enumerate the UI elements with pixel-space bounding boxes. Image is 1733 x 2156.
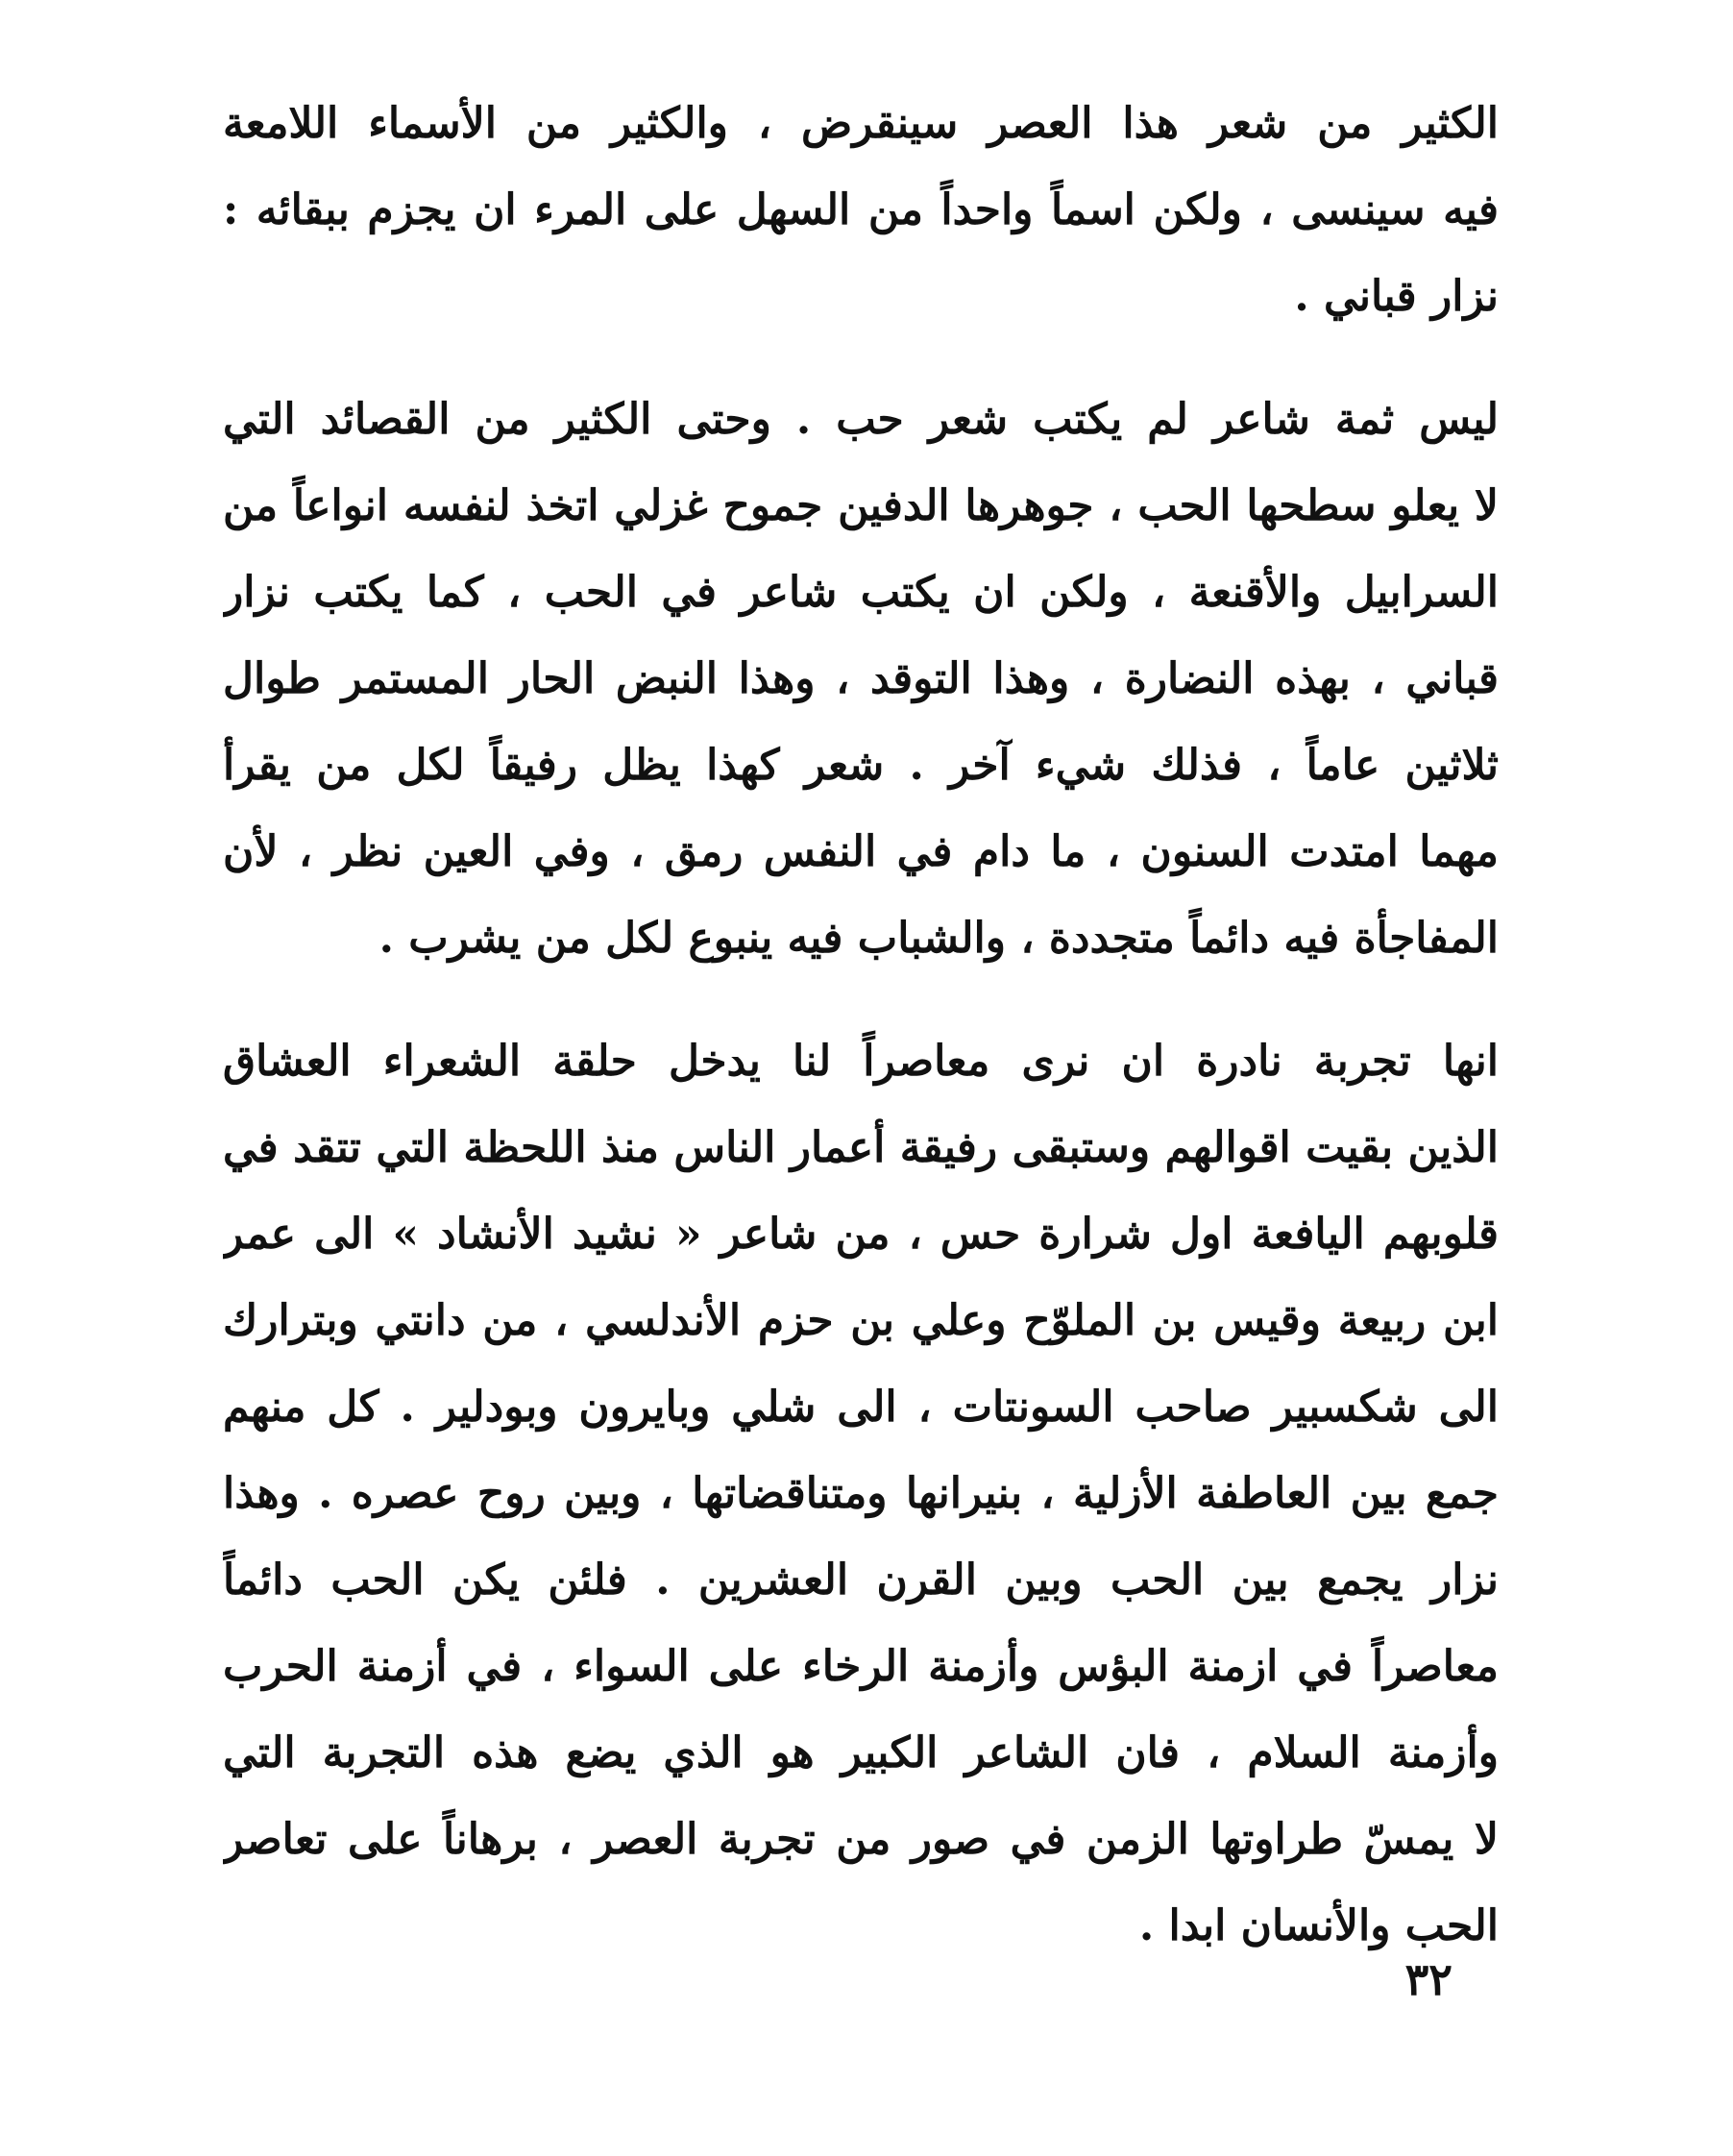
paragraph-1: [223, 81, 1499, 340]
text-line: وأزمنة السلام ، فان الشاعر الكبير هو الذي يضع هذه التجربة التي: [223, 1728, 1499, 1777]
text-line: الحب والأنسان ابدا .: [1138, 1901, 1499, 1950]
text-line: انها تجربة نادرة ان نرى معاصراً لنا يدخل حلقة الشعراء العشاق: [223, 1037, 1499, 1086]
paragraph-2: [223, 377, 1499, 982]
text-line: لا يعلو سطحها الحب ، جوهرها الدفين جموح غزلي اتخذ لنفسه انواعاً من: [223, 481, 1499, 530]
text-line: مهما امتدت السنون ، ما دام في النفس رمق ، وفي العين نظر ، لأن: [223, 827, 1499, 876]
text-line: الى شكسبير صاحب السونتات ، الى شلي وبايرون وبودلير . كل منهم: [223, 1383, 1499, 1432]
text-line: المفاجأة فيه دائماً متجددة ، والشباب فيه ينبوع لكل من يشرب .: [378, 914, 1499, 963]
text-line: ليس ثمة شاعر لم يكتب شعر حب . وحتى الكثير من القصائد التي: [223, 395, 1499, 444]
text-line: قباني ، بهذه النضارة ، وهذا التوقد ، وهذا النبض الحار المستمر طوال: [223, 654, 1499, 703]
page-number: ٣٢: [1404, 1953, 1452, 2005]
paragraph-3: [223, 1018, 1499, 1970]
text-line: ابن ربيعة وقيس بن الملوّح وعلي بن حزم الأندلسي ، من دانتي وبترارك: [223, 1296, 1499, 1345]
text-line: السرابيل والأقنعة ، ولكن ان يكتب شاعر في الحب ، كما يكتب نزار: [223, 568, 1499, 617]
page-body: [223, 81, 1499, 1970]
text-line: لا يمسّ طراوتها الزمن في صور من تجربة العصر ، برهاناً على تعاصر: [223, 1815, 1499, 1864]
text-line: نزار يجمع بين الحب وبين القرن العشرين . فلئن يكن الحب دائماً: [223, 1556, 1499, 1605]
text-line: الذين بقيت اقوالهم وستبقى رفيقة أعمار الناس منذ اللحظة التي تتقد في: [223, 1123, 1499, 1172]
text-line: نزار قباني .: [1294, 272, 1499, 321]
text-line: قلوبهم اليافعة اول شرارة حس ، من شاعر « نشيد الأنشاد » الى عمر: [223, 1210, 1499, 1259]
text-line: الكثير من شعر هذا العصر سينقرض ، والكثير من الأسماء اللامعة: [223, 99, 1499, 148]
text-line: فيه سينسى ، ولكن اسماً واحداً من السهل على المرء ان يجزم ببقائه :: [223, 185, 1499, 234]
text-line: معاصراً في ازمنة البؤس وأزمنة الرخاء على السواء ، في أزمنة الحرب: [223, 1642, 1499, 1691]
text-line: جمع بين العاطفة الأزلية ، بنيرانها ومتناقضاتها ، وبين روح عصره . وهذا: [223, 1469, 1499, 1518]
text-line: ثلاثين عاماً ، فذلك شيء آخر . شعر كهذا يظل رفيقاً لكل من يقرأ: [223, 741, 1499, 790]
